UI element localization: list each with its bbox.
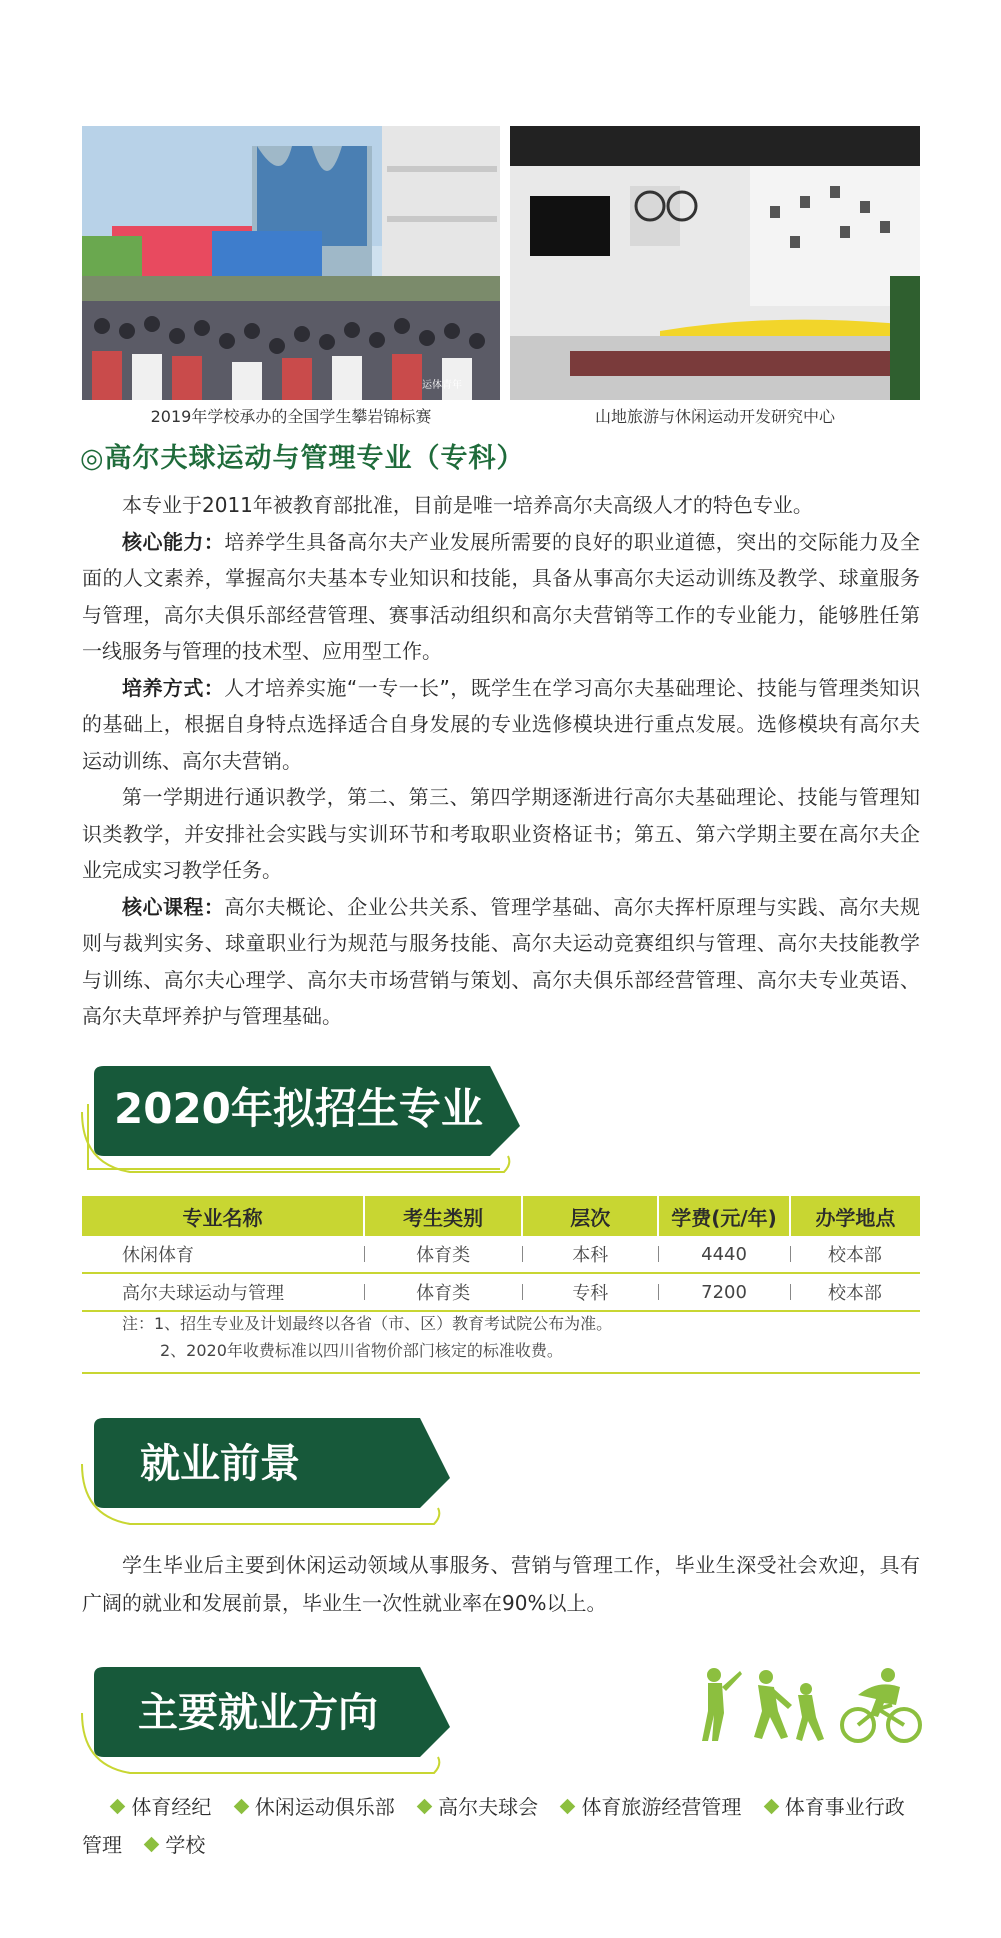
photo-research-center	[510, 126, 920, 400]
cell-level: 本科	[522, 1236, 658, 1273]
watermark-text: 运体青年	[422, 380, 462, 391]
header-location: 办学地点	[790, 1196, 920, 1236]
cell-location: 校本部	[790, 1273, 920, 1311]
cell-major: 高尔夫球运动与管理	[82, 1273, 364, 1311]
program-semester: 第一学期进行通识教学，第二、第三、第四学期逐渐进行高尔夫基础理论、技能与管理知识类教学，并安排社会实践与实训环节和考取职业资格证书；第五、第六学期主要在高尔夫企业完成实习教学任务。	[82, 785, 920, 882]
diamond-icon	[417, 1799, 433, 1815]
employment-text: 学生毕业后主要到休闲运动领域从事服务、营销与管理工作，毕业生深受社会欢迎，具有广阔的就业和发展前景，毕业生一次性就业率在90%以上。	[82, 1553, 920, 1615]
diamond-icon	[110, 1799, 126, 1815]
program-intro: 本专业于2011年被教育部批准，目前是唯一培养高尔夫高级人才的特色专业。	[122, 493, 813, 517]
ability-label: 核心能力：	[122, 529, 225, 554]
header-level: 层次	[522, 1196, 658, 1236]
list-item: 体育经纪	[112, 1795, 211, 1819]
list-item: 高尔夫球会	[419, 1795, 538, 1819]
courses-text: 高尔夫概论、企业公共关系、管理学基础、高尔夫挥杆原理与实践、高尔夫规则与裁判实务、球童职业行为规范与服务技能、高尔夫运动竞赛组织与管理、高尔夫技能教学与训练、高尔夫心理学、高尔夫市场营销与策划、高尔夫俱乐部经营管理、高尔夫专业英语、高尔夫草坪养护与管理基础。	[82, 894, 921, 1028]
program-method	[82, 670, 920, 780]
note-2: 2、2020年收费标准以四川省物价部门核定的标准收费。	[160, 1341, 563, 1360]
sports-silhouettes	[688, 1665, 922, 1749]
enroll-banner	[80, 1064, 520, 1174]
photo-climbing-event	[82, 126, 500, 400]
table-row	[82, 1273, 920, 1311]
enroll-notes	[82, 1310, 920, 1374]
courses-label: 核心课程：	[122, 894, 225, 919]
diamond-icon	[233, 1799, 249, 1815]
diamond-icon	[144, 1837, 160, 1853]
list-item: 体育旅游经营管理	[562, 1795, 741, 1819]
sports-silhouette-icon	[688, 1665, 922, 1745]
table-header-row	[82, 1196, 920, 1236]
directions-list	[82, 1788, 922, 1864]
cell-location: 校本部	[790, 1236, 920, 1273]
photo-caption-2: 山地旅游与休闲运动开发研究中心	[594, 407, 835, 426]
employment-description	[82, 1546, 920, 1622]
note-1: 注：1、招生专业及计划最终以各省（市、区）教育考试院公布为准。	[122, 1314, 613, 1333]
program-courses	[82, 889, 920, 1035]
diamond-icon	[560, 1799, 576, 1815]
diamond-icon	[764, 1799, 780, 1815]
employment-banner-title: 就业前景	[140, 1441, 300, 1487]
cell-category: 体育类	[364, 1236, 522, 1273]
table-row	[82, 1236, 920, 1273]
enroll-table	[82, 1196, 920, 1312]
employment-banner	[80, 1416, 450, 1526]
cell-major: 休闲体育	[82, 1236, 364, 1273]
research-center-image	[510, 126, 920, 400]
cell-tuition: 7200	[658, 1273, 790, 1311]
header-major: 专业名称	[82, 1196, 364, 1236]
header-tuition: 学费(元/年)	[658, 1196, 790, 1236]
directions-banner-title: 主要就业方向	[138, 1690, 378, 1736]
photo-caption-1: 2019年学校承办的全国学生攀岩锦标赛	[150, 407, 432, 426]
program-ability	[82, 524, 920, 670]
program-description	[82, 487, 920, 1035]
cell-tuition: 4440	[658, 1236, 790, 1273]
directions-banner	[80, 1665, 450, 1775]
cell-level: 专科	[522, 1273, 658, 1311]
list-item: 休闲运动俱乐部	[236, 1795, 395, 1819]
list-item: 学校	[146, 1833, 205, 1857]
enroll-banner-title: 2020年拟招生专业	[114, 1084, 483, 1133]
program-title: ◎高尔夫球运动与管理专业（专科）	[80, 443, 525, 474]
ability-text: 培养学生具备高尔夫产业发展所需要的良好的职业道德，突出的交际能力及全面的人文素养，掌握高尔夫基本专业知识和技能，具备从事高尔夫运动训练及教学、球童服务与管理，高尔夫俱乐部经营管理、赛事活动组织和高尔夫营销等工作的专业能力，能够胜任第一线服务与管理的技术型、应用型工作。	[82, 529, 921, 663]
list-item: 体育事业行政管理	[82, 1795, 905, 1857]
header-category: 考生类别	[364, 1196, 522, 1236]
climbing-event-image	[82, 126, 500, 400]
cell-category: 体育类	[364, 1273, 522, 1311]
method-label: 培养方式：	[122, 675, 225, 700]
method-text: 人才培养实施“一专一长”，既学生在学习高尔夫基础理论、技能与管理类知识的基础上，根据自身特点选择适合自身发展的专业选修模块进行重点发展。选修模块有高尔夫运动训练、高尔夫营销。	[82, 675, 920, 773]
